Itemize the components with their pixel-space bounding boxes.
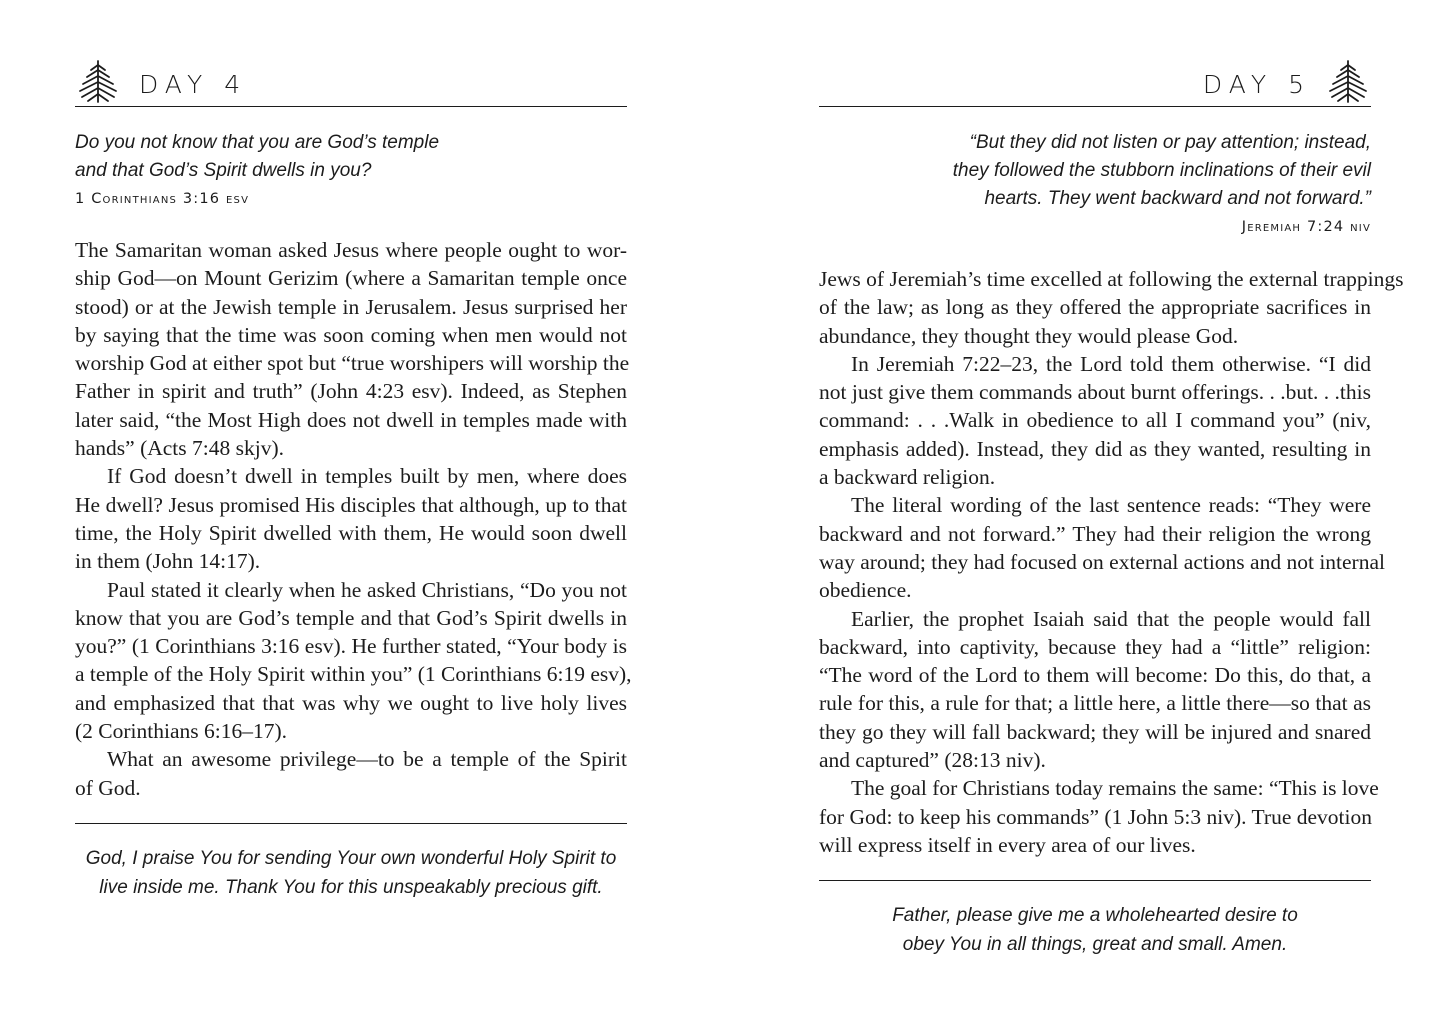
palm-leaf-icon	[1327, 59, 1369, 103]
body-line: later said, “the Most High does not dwell in temples made with	[75, 407, 627, 432]
body-line: of the law; as long as they offered the appropriate sacrifices in	[819, 295, 1371, 320]
body-line: and emphasized that that was why we ought to live holy lives	[75, 690, 627, 715]
body-line: Earlier, the prophet Isaiah said that the people would fall	[851, 606, 1371, 631]
body-line: obedience.	[819, 578, 912, 603]
verse-line: “But they did not listen or pay attention; instead,	[969, 132, 1371, 153]
body-line: The goal for Christians today remains the same: “This is love	[851, 776, 1379, 801]
verse-reference: 1 Corinthians 3:16 esv	[75, 191, 250, 207]
prayer	[819, 901, 1371, 959]
body-line: worship God at either spot but “true worshipers will worship the	[75, 351, 630, 376]
divider	[819, 880, 1371, 881]
body-line: In Jeremiah 7:22–23, the Lord told them otherwise. “I did	[851, 351, 1371, 376]
verse-line: they followed the stubborn inclinations of their evil	[952, 160, 1371, 181]
body-line: you?” (1 Corinthians 3:16 esv). He further stated, “Your body is	[75, 634, 627, 659]
body-line: abundance, they thought they would please God.	[819, 323, 1239, 348]
body-line: The Samaritan woman asked Jesus where people ought to wor-	[75, 238, 627, 262]
prayer-line: God, I praise You for sending Your own wonderful Holy Spirit to	[85, 848, 617, 869]
body-line: time, the Holy Spirit dwelled with them, He would soon dwell	[75, 520, 627, 545]
body-line: backward and not forward.” They had their religion the wrong	[819, 521, 1371, 546]
body-line: rule for this, a rule for that; a little here, a little there—so that as	[819, 691, 1371, 716]
devotional-body	[75, 236, 632, 802]
verse-line: hearts. They went backward and not forward.”	[984, 188, 1371, 209]
body-line: they go they will fall backward; they will be injured and snared	[819, 719, 1371, 744]
body-line: will express itself in every area of our lives.	[819, 832, 1196, 857]
body-line: not just give them commands about burnt offerings. . .but. . .this	[819, 380, 1371, 405]
scripture-verse	[819, 129, 1371, 241]
body-line: hands” (Acts 7:48 skjv).	[75, 436, 284, 461]
verse-line: Do you not know that you are God’s temple	[75, 132, 440, 153]
body-line: He dwell? Jesus promised His disciples that although, up to that	[75, 492, 627, 517]
body-line: stood) or at the Jewish temple in Jerusalem. Jesus surprised her	[75, 294, 627, 319]
prayer-line: Father, please give me a wholehearted desire to	[892, 905, 1298, 926]
body-line: emphasis added). Instead, they did as they wanted, resulting in	[819, 436, 1371, 461]
body-line: for God: to keep his commands” (1 John 5:3 niv). True devotion	[819, 804, 1372, 829]
body-line: a temple of the Holy Spirit within you” (1 Corinthians 6:19 esv),	[75, 662, 632, 687]
scripture-verse	[75, 129, 627, 213]
body-line: The literal wording of the last sentence reads: “They were	[851, 493, 1371, 518]
day-title: DAY 5	[1202, 70, 1311, 99]
body-line: of God.	[75, 775, 141, 800]
divider	[75, 823, 627, 824]
body-line: know that you are God’s temple and that God’s Spirit dwells in	[75, 605, 627, 630]
body-line: If God doesn’t dwell in temples built by men, where does	[107, 464, 627, 489]
prayer-line: obey You in all things, great and small. Amen.	[902, 934, 1288, 955]
day-header	[75, 58, 627, 107]
verse-reference: Jeremiah 7:24 niv	[1241, 219, 1371, 235]
body-line: and captured” (28:13 niv).	[819, 748, 1046, 773]
body-line: way around; they had focused on external actions and not internal	[819, 549, 1385, 574]
body-line: (2 Corinthians 6:16–17).	[75, 719, 287, 744]
body-line: Jews of Jeremiah’s time excelled at following the external trappings	[819, 267, 1404, 291]
body-line: a backward religion.	[819, 465, 996, 490]
day-title: DAY 4	[139, 70, 248, 99]
body-line: ship God—on Mount Gerizim (where a Samaritan temple once	[75, 266, 627, 291]
body-line: What an awesome privilege—to be a temple of the Spirit	[107, 747, 627, 772]
prayer	[75, 844, 627, 902]
prayer-line: live inside me. Thank You for this unspeakably precious gift.	[99, 877, 603, 898]
palm-leaf-icon	[77, 59, 119, 103]
day-header	[819, 58, 1371, 107]
body-line: by saying that the time was soon coming when men would not	[75, 322, 627, 347]
body-line: in them (John 14:17).	[75, 549, 261, 574]
devotional-body	[819, 265, 1404, 859]
body-line: Father in spirit and truth” (John 4:23 esv). Indeed, as Stephen	[75, 379, 627, 404]
body-line: Paul stated it clearly when he asked Christians, “Do you not	[107, 577, 627, 602]
verse-line: and that God’s Spirit dwells in you?	[75, 160, 372, 181]
body-line: “The word of the Lord to them will become: Do this, do that, a	[819, 663, 1371, 688]
body-line: backward, into captivity, because they had a “little” religion:	[819, 634, 1371, 659]
body-line: command: . . .Walk in obedience to all I command you” (niv,	[819, 408, 1371, 433]
